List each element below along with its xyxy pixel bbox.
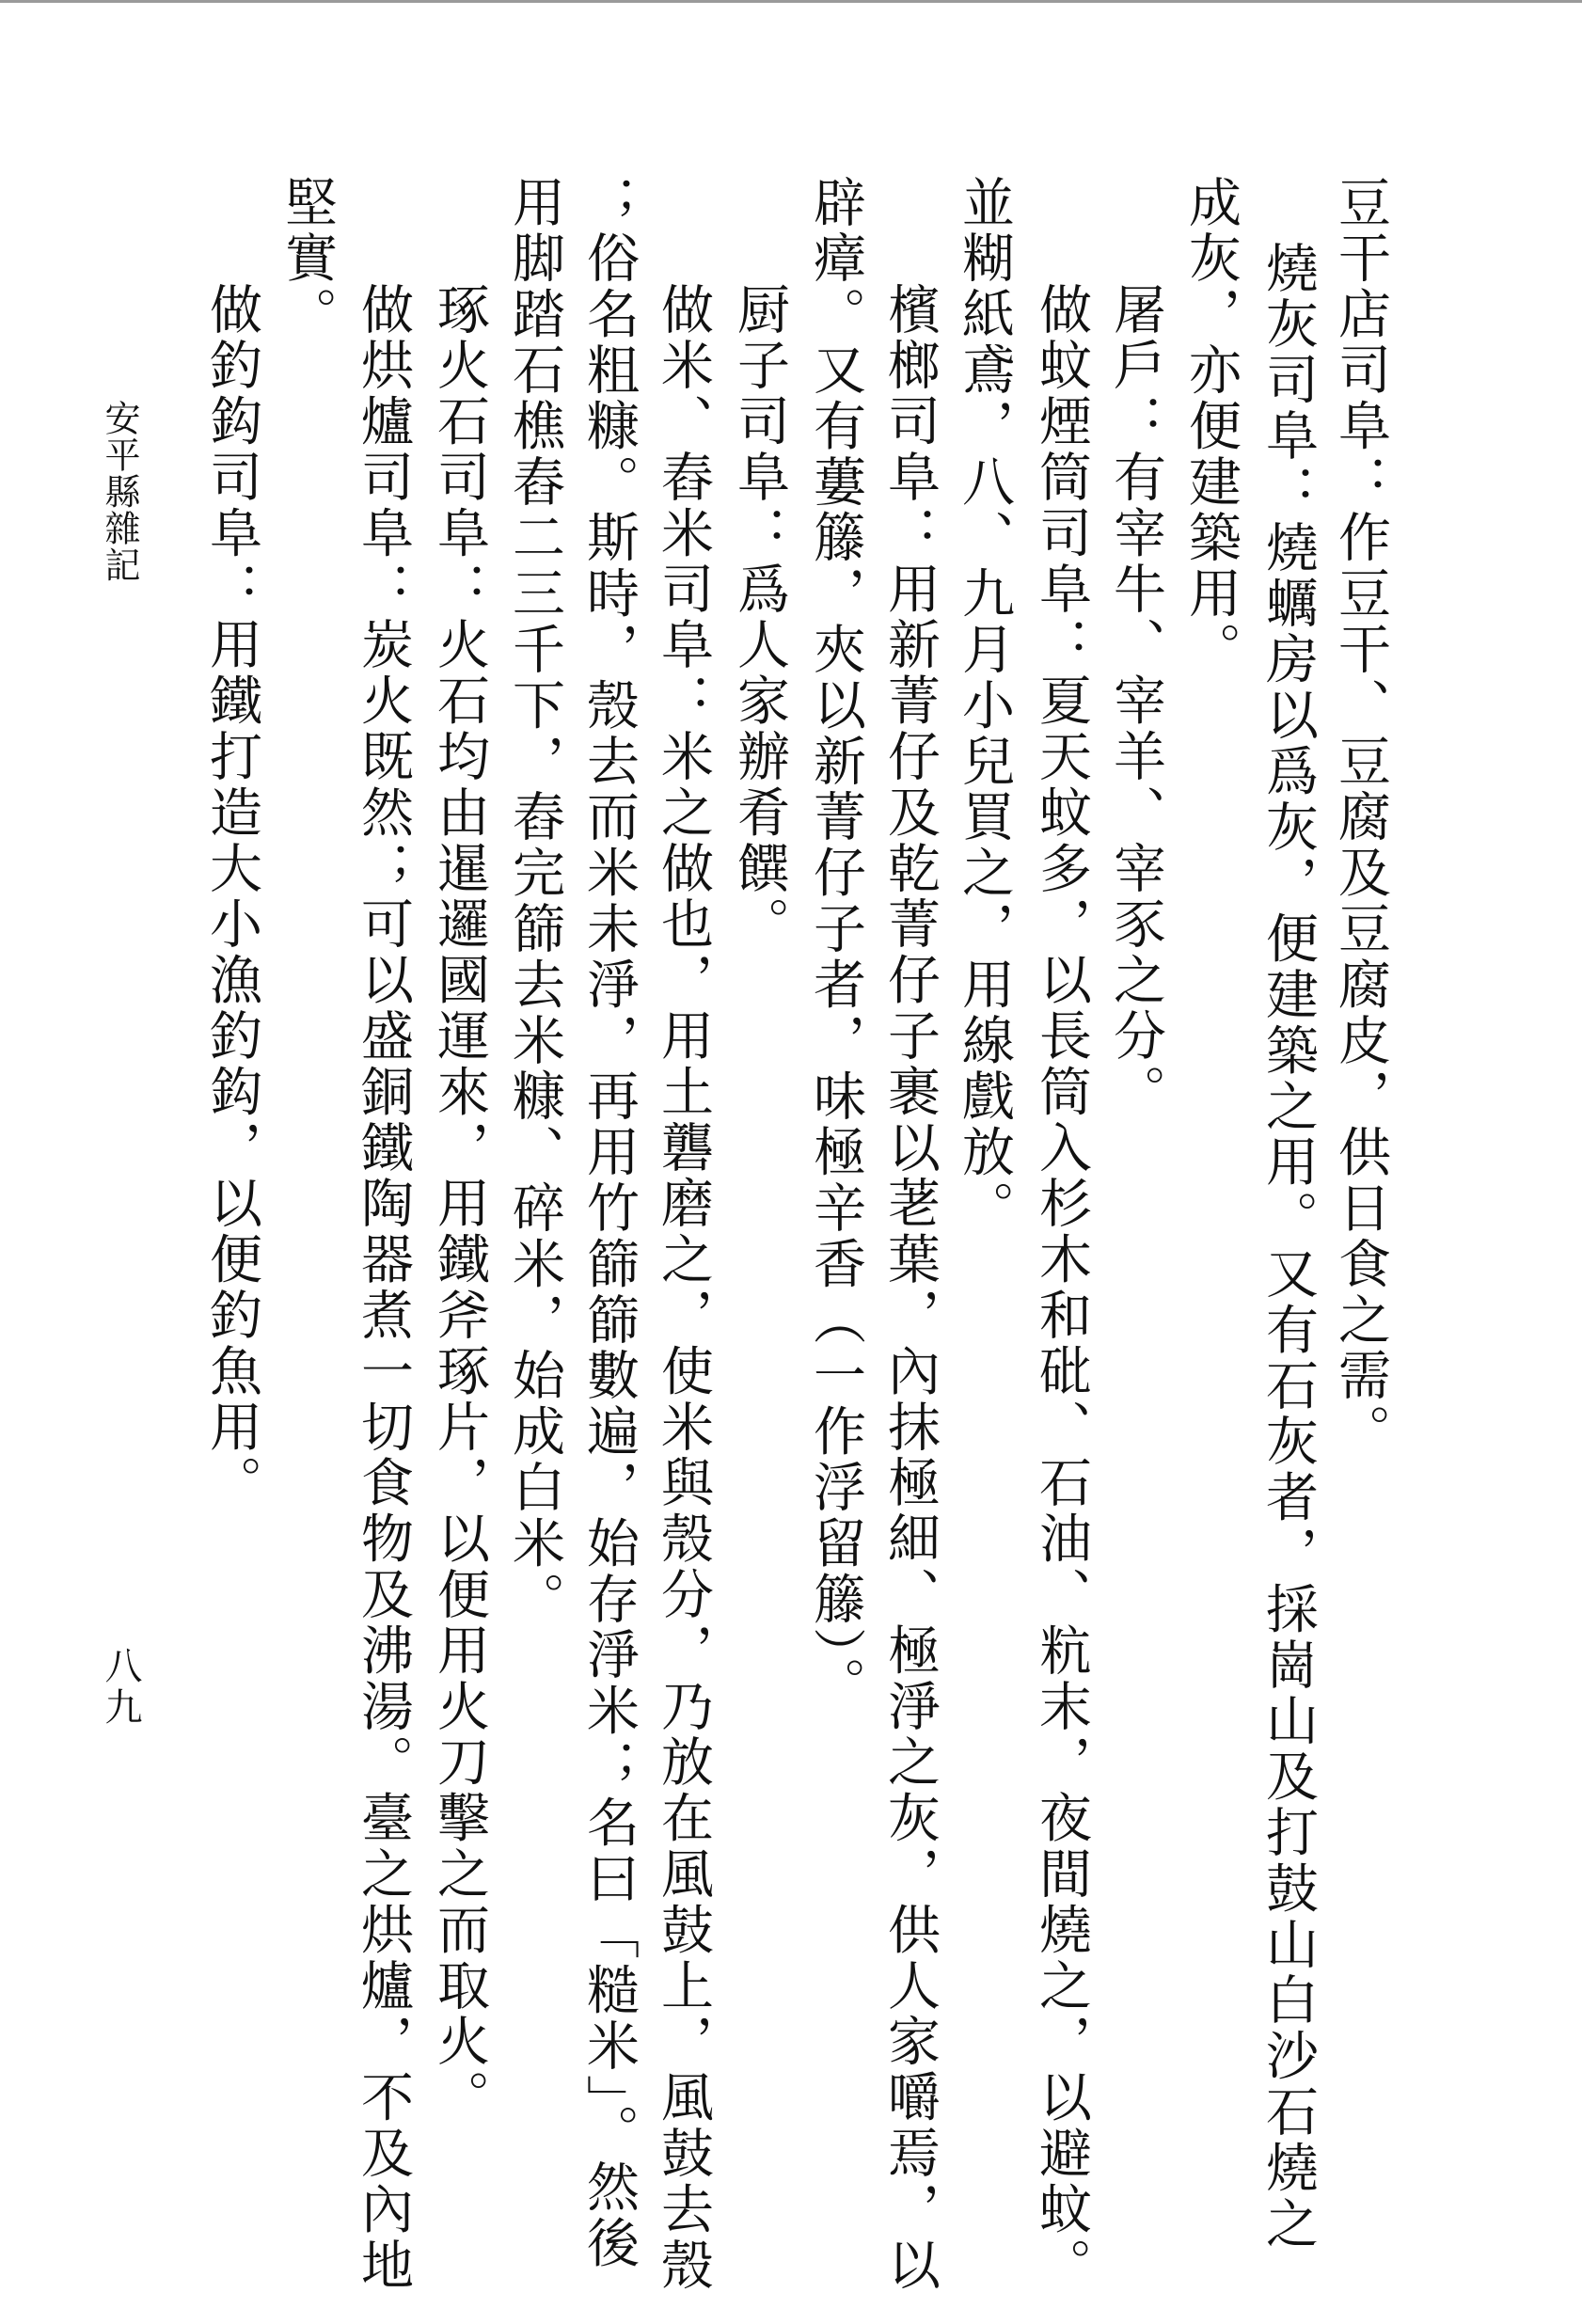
page-number: 八九 (99, 1646, 142, 1729)
text-column-14: 做烘爐司阜：炭火既然；可以盛銅鐵陶器煮一切食物及沸湯。臺之烘爐，不及內地 (353, 282, 414, 2294)
text-column-12: 用脚踏石樵舂二三千下，舂完篩去米糠、碎米，始成白米。 (504, 175, 565, 1628)
text-column-8: 辟瘴。又有蔞籐，夾以新菁仔子者，味極辛香（一作浮留籐）。 (805, 175, 866, 1714)
text-column-3: 成灰，亦便建築用。 (1180, 175, 1242, 678)
top-border-line (0, 0, 1582, 3)
running-title: 安平縣雜記 (99, 400, 140, 583)
text-column-7: 檳榔司阜：用新菁仔及乾菁仔子裹以荖葉，內抹極細、極淨之灰，供人家嚼焉，以 (879, 282, 941, 2294)
text-column-2: 燒灰司阜：燒蠣房以爲灰，便建築之用。又有石灰者，採崗山及打鼓山白沙石燒之 (1258, 241, 1319, 2253)
text-column-9: 厨子司阜：爲人家辦肴饌。 (729, 282, 790, 953)
text-column-5: 做蚊煙筒司阜：夏天蚊多，以長筒入杉木和砒、石油、粇末，夜間燒之，以避蚊。 (1031, 282, 1092, 2294)
text-column-6: 並糊紙鳶，八、九月小兒買之，用線戲放。 (954, 175, 1015, 1237)
text-column-11: ；俗名粗糠。斯時，殼去而米未淨，再用竹篩篩數遍，始存淨米；名曰「糙米」。然後 (578, 175, 640, 2272)
text-column-13: 琢火石司阜：火石均由暹邏國運來，用鐵斧琢片，以便用火刀擊之而取火。 (429, 282, 490, 2126)
text-column-16: 做釣鈎司阜：用鐵打造大小漁釣鈎，以便釣魚用。 (201, 282, 262, 1511)
text-column-10: 做米、舂米司阜：米之做也，用土礱磨之，使米與殼分，乃放在風鼓上，風鼓去殼 (653, 282, 714, 2294)
text-column-15: 堅實。 (277, 175, 338, 343)
text-column-1: 豆干店司阜：作豆干、豆腐及豆腐皮，供日食之需。 (1330, 175, 1391, 1461)
text-column-4: 屠戶：有宰牛、宰羊、宰豕之分。 (1105, 282, 1166, 1120)
